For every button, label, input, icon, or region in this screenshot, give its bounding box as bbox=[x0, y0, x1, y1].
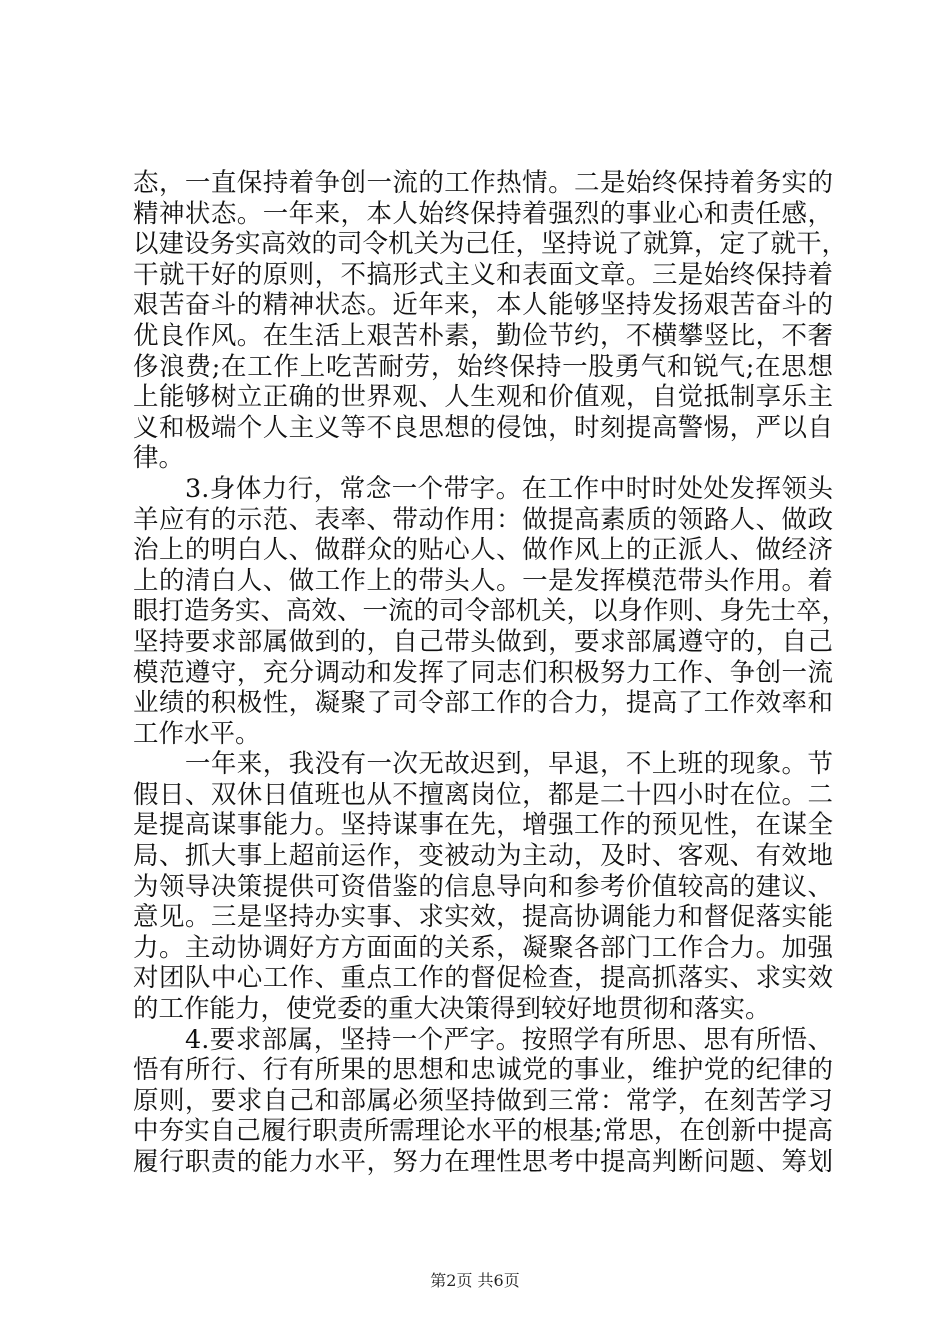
text-line: 艰苦奋斗的精神状态。近年来，本人能够坚持发扬艰苦奋斗的 bbox=[133, 290, 833, 321]
text-line: 3.身体力行，常念一个带字。在工作中时时处处发挥领头 bbox=[133, 473, 833, 504]
text-line: 业绩的积极性，凝聚了司令部工作的合力，提高了工作效率和 bbox=[133, 688, 833, 719]
text-line: 羊应有的示范、表率、带动作用：做提高素质的领路人、做政 bbox=[133, 504, 833, 535]
text-line: 对团队中心工作、重点工作的督促检查，提高抓落实、求实效 bbox=[133, 963, 833, 994]
text-line: 的工作能力，使党委的重大决策得到较好地贯彻和落实。 bbox=[133, 994, 771, 1025]
text-line: 4.要求部属，坚持一个严字。按照学有所思、思有所悟、 bbox=[133, 1024, 833, 1055]
document-body bbox=[133, 168, 848, 1178]
text-line: 假日、双休日值班也从不擅离岗位，都是二十四小时在位。二 bbox=[133, 779, 833, 810]
text-line: 优良作风。在生活上艰苦朴素，勤俭节约，不横攀竖比，不奢 bbox=[133, 320, 833, 351]
text-line: 中夯实自己履行职责所需理论水平的根基;常思，在创新中提高 bbox=[133, 1116, 833, 1147]
text-line: 工作水平。 bbox=[133, 718, 261, 749]
text-line: 义和极端个人主义等不良思想的侵蚀，时刻提高警惕，严以自 bbox=[133, 412, 833, 443]
text-line: 治上的明白人、做群众的贴心人、做作风上的正派人、做经济 bbox=[133, 535, 833, 566]
text-line: 精神状态。一年来，本人始终保持着强烈的事业心和责任感， bbox=[133, 198, 833, 229]
text-line: 力。主动协调好方方面面的关系，凝聚各部门工作合力。加强 bbox=[133, 932, 833, 963]
text-line: 上的清白人、做工作上的带头人。一是发挥模范带头作用。着 bbox=[133, 565, 833, 596]
text-line: 眼打造务实、高效、一流的司令部机关，以身作则、身先士卒， bbox=[133, 596, 848, 627]
text-line: 是提高谋事能力。坚持谋事在先，增强工作的预见性，在谋全 bbox=[133, 810, 833, 841]
text-line: 模范遵守，充分调动和发挥了同志们积极努力工作、争创一流 bbox=[133, 657, 833, 688]
text-line: 为领导决策提供可资借鉴的信息导向和参考价值较高的建议、 bbox=[133, 871, 833, 902]
text-line: 坚持要求部属做到的，自己带头做到，要求部属遵守的，自己 bbox=[133, 626, 833, 657]
text-line: 上能够树立正确的世界观、人生观和价值观，自觉抵制享乐主 bbox=[133, 382, 833, 413]
text-line: 履行职责的能力水平，努力在理性思考中提高判断问题、筹划 bbox=[133, 1147, 833, 1177]
page-footer: 第2页 共6页 bbox=[430, 1271, 520, 1290]
text-line: 侈浪费;在工作上吃苦耐劳，始终保持一股勇气和锐气;在思想 bbox=[133, 351, 833, 382]
text-line: 律。 bbox=[133, 443, 185, 474]
text-line: 态，一直保持着争创一流的工作热情。二是始终保持着务实的 bbox=[133, 168, 833, 198]
text-line: 局、抓大事上超前运作，变被动为主动，及时、客观、有效地 bbox=[133, 841, 833, 872]
text-line: 悟有所行、行有所果的思想和忠诚党的事业，维护党的纪律的 bbox=[133, 1055, 833, 1086]
text-line: 意见。三是坚持办实事、求实效，提高协调能力和督促落实能 bbox=[133, 902, 833, 933]
text-line: 一年来，我没有一次无故迟到，早退，不上班的现象。节 bbox=[133, 749, 833, 780]
text-line: 干就干好的原则，不搞形式主义和表面文章。三是始终保持着 bbox=[133, 259, 833, 290]
text-line: 原则，要求自己和部属必须坚持做到三常：常学，在刻苦学习 bbox=[133, 1085, 833, 1116]
text-line: 以建设务实高效的司令机关为己任，坚持说了就算，定了就干， bbox=[133, 229, 848, 260]
